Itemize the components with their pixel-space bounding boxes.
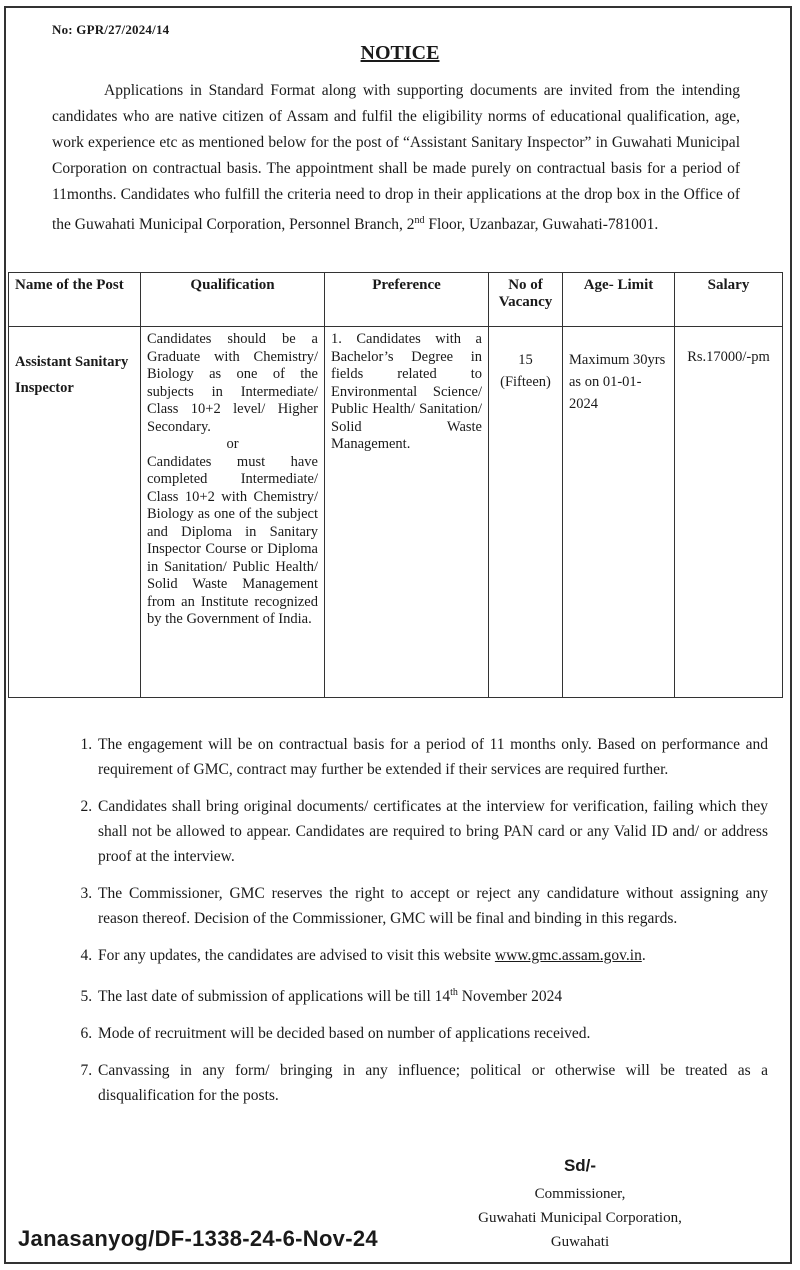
intro-text: Applications in Standard Format along with supporting documents are invited from the intending candidates who are native citizen of Assam and fulfil the eligibility norms of educational qualification, age, work experience etc as mentioned below for the post of “Assistant Sanitary Inspector” in Guwahati Municipal Corporation on contractual basis. The appointment shall be made purely on contractual basis for a period of 11months. Candidates who fulfill the criteria need to drop in their applications at the drop box in the Office of the Guwahati Municipal Corporation, Personnel Branch, 2 <box>52 82 740 234</box>
header-salary: Salary <box>675 273 783 327</box>
qualification-or: or <box>226 436 239 452</box>
vacancy-block <box>495 331 556 393</box>
vacancy-number: 15 <box>518 352 533 368</box>
cell-post <box>9 327 141 698</box>
signatory-city: Guwahati <box>550 1234 610 1250</box>
header-post-name: Name of the Post <box>9 273 141 327</box>
publicity-code: Janasanyog/DF-1338-24-6-Nov-24 <box>18 1226 378 1251</box>
list-item: 1. The engagement will be on contractual basis for a period of 11 months only. Based on performance and requirement of GMC, contract may further be extended if their services are required further. <box>96 732 768 782</box>
qualification-option-b: Candidates must have completed Intermediate/ Class 10+2 with Chemistry/ Biology as one of the subject and Diploma in Sanitary Inspector Course or Diploma in Sanitation/ Public Health/ Solid Waste Management from an Institute recognized by the Government of India. <box>147 453 318 627</box>
term5-end: November 2024 <box>457 988 563 1006</box>
term4-text: For any updates, the candidates are advised to visit this website <box>98 947 495 964</box>
signatory-organization: Guwahati Municipal Corporation, <box>478 1210 682 1226</box>
table-row <box>9 327 783 698</box>
list-item <box>96 980 768 1009</box>
cell-preference: 1. Candidates with a Bachelor’s Degree in fields related to Environmental Science/ Public Health/ Sanitation/ Solid Waste Management. <box>325 327 489 698</box>
vacancy-words: (Fifteen) <box>500 374 551 390</box>
term5-superscript: th <box>450 987 458 998</box>
signature-sd: Sd/- <box>563 1156 597 1175</box>
cell-salary <box>675 327 783 698</box>
table-header-row <box>9 273 783 327</box>
list-item: 7. Canvassing in any form/ bringing in any influence; political or otherwise will be treated as a disqualification for the posts. <box>96 1058 768 1108</box>
cell-vacancy <box>489 327 563 698</box>
notice-title: NOTICE <box>360 42 440 64</box>
header-preference: Preference <box>325 273 489 327</box>
list-item <box>96 943 768 968</box>
term5-text: The last date of submission of applications will be till 14 <box>98 988 451 1006</box>
signatory-title: Commissioner, <box>534 1186 626 1202</box>
post-name: Assistant Sanitary Inspector <box>15 354 129 396</box>
header-age-limit: Age- Limit <box>563 273 675 327</box>
intro-superscript: nd <box>414 215 425 226</box>
list-item: 3. The Commissioner, GMC reserves the right to accept or reject any candidature without assigning any reason thereof. Decision of the Commissioner, GMC will be final and binding in this regards. <box>96 881 768 931</box>
list-item: 6. Mode of recruitment will be decided based on number of applications received. <box>96 1021 768 1046</box>
reference-number: No: GPR/27/2024/14 <box>52 22 170 37</box>
signature-block <box>460 1156 700 1254</box>
website-link[interactable]: www.gmc.assam.gov.in <box>494 947 642 964</box>
intro-text-end: Floor, Uzanbazar, Guwahati-781001. <box>424 216 659 234</box>
header-vacancy: No of Vacancy <box>489 273 563 327</box>
list-item: 2. Candidates shall bring original documents/ certificates at the interview for verification, failing which they shall not be allowed to appear. Candidates are required to bring PAN card or any Valid ID and/ or address proof at the interview. <box>96 794 768 869</box>
header-qualification: Qualification <box>141 273 325 327</box>
cell-age-limit <box>563 327 675 698</box>
salary: Rs.17000/-pm <box>687 349 770 365</box>
vacancy-table <box>8 272 783 698</box>
term4-end: . <box>641 947 646 964</box>
terms-list <box>70 732 768 1120</box>
age-limit: Maximum 30yrs as on 01-01-2024 <box>569 352 666 412</box>
cell-qualification <box>141 327 325 698</box>
qualification-option-a: Candidates should be a Graduate with Chemistry/ Biology as one of the subjects in Intermediate/ Class 10+2 level/ Higher Secondary. <box>147 331 318 435</box>
intro-paragraph <box>52 78 740 238</box>
